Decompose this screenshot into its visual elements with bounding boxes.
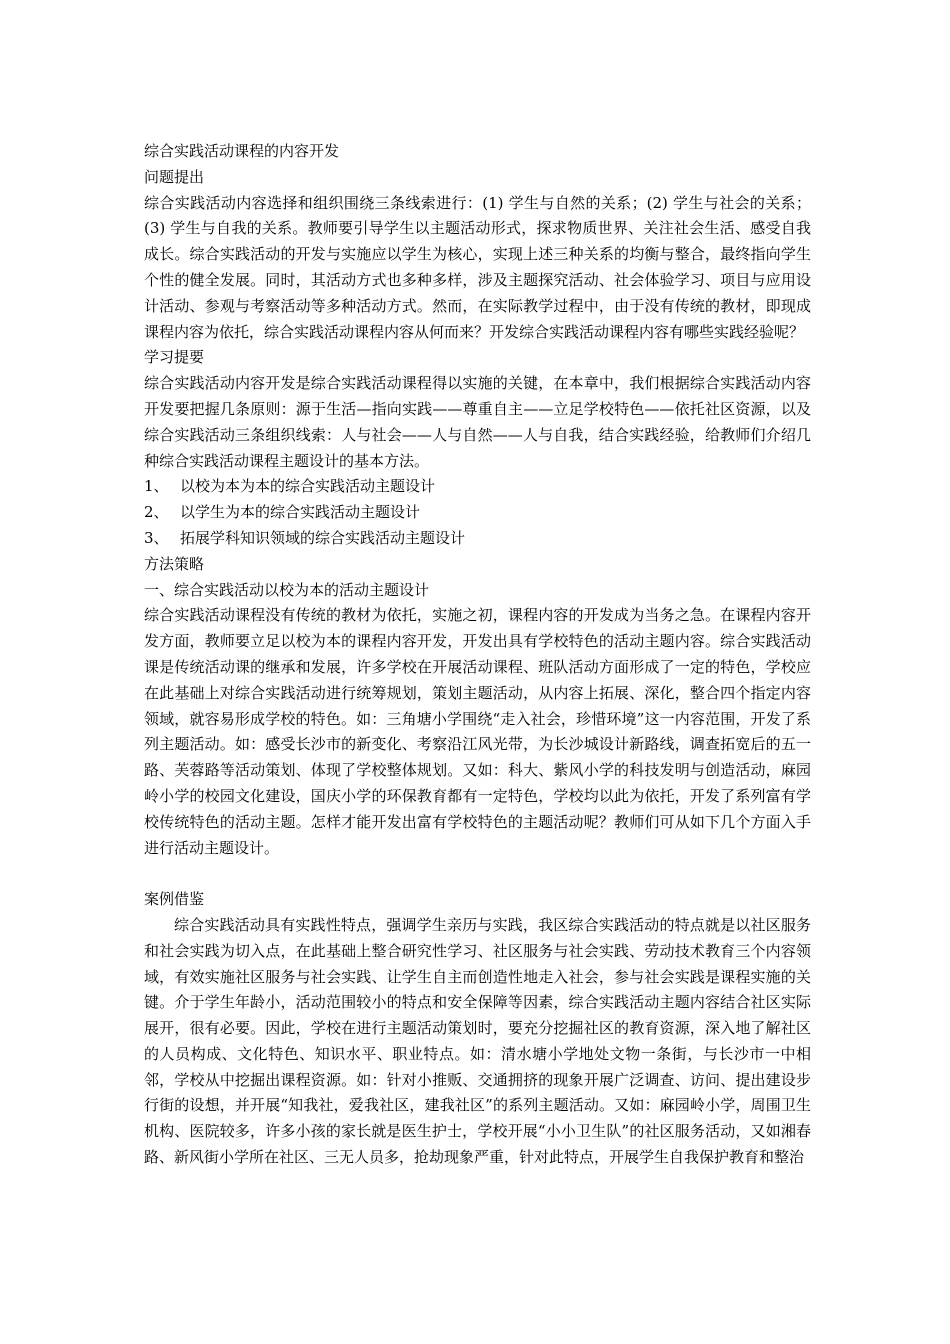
list-item-text: 以校为本为本的综合实践活动主题设计 [180, 477, 436, 496]
section-heading-methods: 方法策略 [144, 554, 205, 573]
document-body [144, 139, 811, 1171]
list-item-number: 2、 [144, 503, 169, 522]
subsection-heading-school-based: 一、综合实践活动以校为本的活动主题设计 [144, 580, 430, 599]
paragraph-methods: 综合实践活动课程没有传统的教材为依托，实施之初，课程内容的开发成为当务之急。在课程内容开发方面，教师要立足以校为本的课程内容开发，开发出具有学校特色的活动主题内容。综合实践活动课是传统活动课的继承和发展，许多学校在开展活动课程、班队活动方面形成了一定的特色，学校应在此基础上对综合实践活动进行统筹规划，策划主题活动，从内容上拓展、深化，整合四个指定内容领域，就容易形成学校的特色。如：三角塘小学围绕“走入社会，珍惜环境”这一内容范围，开发了系列主题活动。如：感受长沙市的新变化、考察沿江风光带，为长沙城设计新路线，调查拓宽后的五一路、芙蓉路等活动策划、体现了学校整体规划。又如：科大、紫风小学的科技发明与创造活动，麻园岭小学的校园文化建设，国庆小学的环保教育都有一定特色，学校均以此为依托，开发了系列富有学校传统特色的活动主题。怎样才能开发出富有学校特色的主题活动呢？教师们可从如下几个方面入手进行活动主题设计。 [144, 606, 811, 857]
section-heading-problem: 问题提出 [144, 167, 205, 186]
paragraph-problem: 综合实践活动内容选择和组织围绕三条线索进行：(1) 学生与自然的关系；(2) 学生与社会的关系；(3) 学生与自我的关系。教师要引导学生以主题活动形式，探求物质世界、关注社会生活、感受自我成长。综合实践活动的开发与实施应以学生为核心，实现上述三种关系的均衡与整合，最终指向学生个性的健全发展。同时，其活动方式也多种多样，涉及主题探究活动、社会体验学习、项目与应用设计活动、参观与考察活动等多种活动方式。然而，在实际教学过程中，由于没有传统的教材，即现成课程内容为依托，综合实践活动课程内容从何而来？开发综合实践活动课程内容有哪些实践经验呢？ [144, 193, 811, 341]
section-heading-summary: 学习提要 [144, 348, 205, 367]
document-title: 综合实践活动课程的内容开发 [144, 142, 340, 160]
numbered-list [144, 474, 811, 551]
list-item-text: 拓展学科知识领域的综合实践活动主题设计 [180, 528, 466, 547]
list-item-text: 以学生为本的综合实践活动主题设计 [180, 503, 421, 522]
list-item [144, 474, 811, 500]
paragraph-cases: 综合实践活动具有实践性特点，强调学生亲历与实践，我区综合实践活动的特点就是以社区服务和社会实践为切入点，在此基础上整合研究性学习、社区服务与社会实践、劳动技术教育三个内容领域，有效实施社区服务与社会实践、让学生自主而创造性地走入社会，参与社会实践是课程实施的关键。介于学生年龄小，活动范围较小的特点和安全保障等因素，综合实践活动主题内容结合社区实际展开，很有必要。因此，学校在进行主题活动策划时，要充分挖掘社区的教育资源，深入地了解社区的人员构成、文化特色、知识水平、职业特点。如：清水塘小学地处文物一条街，与长沙市一中相邻，学校从中挖掘出课程资源。如：针对小推贩、交通拥挤的现象开展广泛调查、访问、提出建设步行街的设想，并开展“知我社，爱我社区，建我社区”的系列主题活动。又如：麻园岭小学，周围卫生机构、医院较多，许多小孩的家长就是医生护士，学校开展“小小卫生队”的社区服务活动，又如湘春路、新风街小学所在社区、三无人员多，抢劫现象严重，针对此特点，开展学生自我保护教育和整治 [144, 915, 811, 1167]
list-item [144, 526, 811, 552]
list-item-number: 1、 [144, 477, 169, 496]
list-item [144, 500, 811, 526]
section-heading-cases: 案例借鉴 [144, 890, 205, 909]
list-item-number: 3、 [144, 528, 169, 547]
paragraph-summary: 综合实践活动内容开发是综合实践活动课程得以实施的关键，在本章中，我们根据综合实践活动内容开发要把握几条原则：源于生活—指向实践——尊重自主——立足学校特色——依托社区资源，以及综合实践活动三条组织线索：人与社会——人与自然——人与自我，结合实践经验，给教师们介绍几种综合实践活动课程主题设计的基本方法。 [144, 374, 811, 470]
blank-line [144, 861, 811, 887]
